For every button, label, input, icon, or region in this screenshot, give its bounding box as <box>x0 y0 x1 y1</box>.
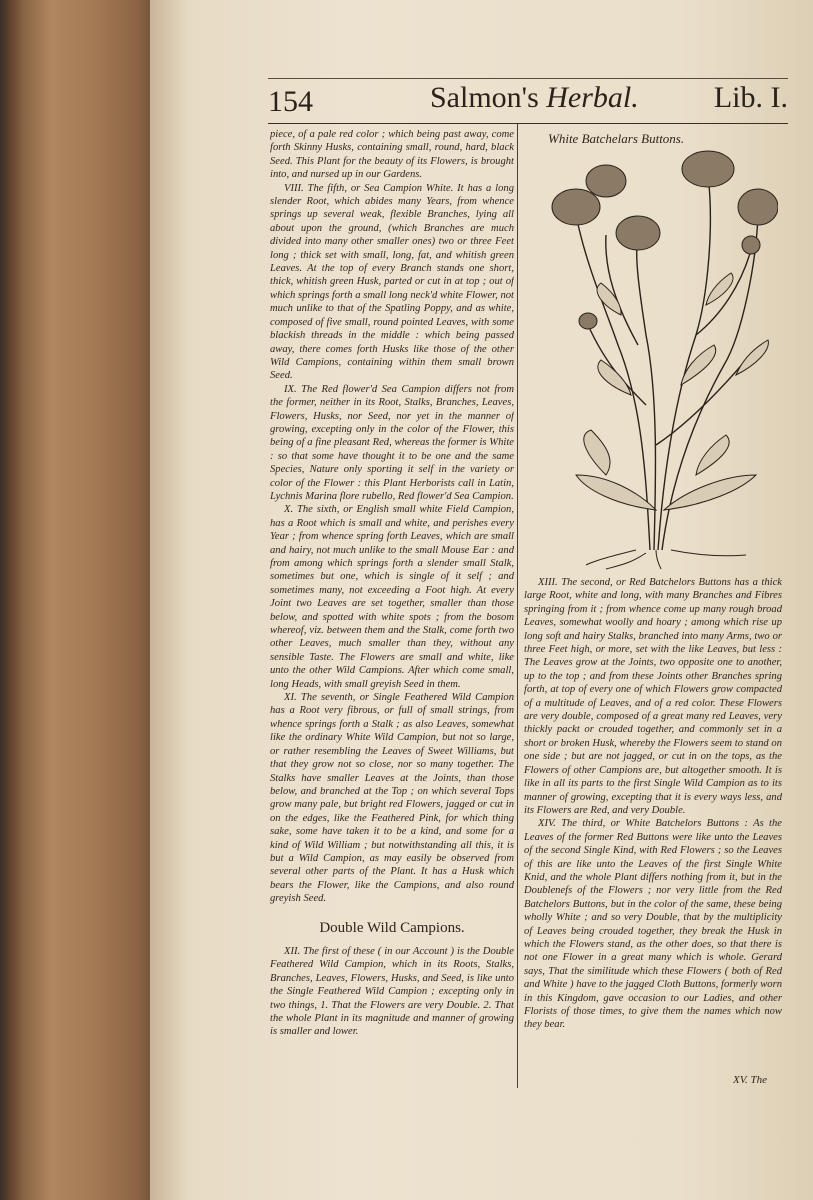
running-title-roman: Salmon's <box>430 81 539 114</box>
paragraph-x: X. The sixth, or English small white Field Campion, has a Root which is small and white, and perishes every Year ; from whence spring forth Leaves, which are small and hairy, not much unlike to the small Mouse Ear : and from among which springs forth a slender small Stalk, sometimes but one, which is single of it self ; and sometimes many, not exceeding a Foot high. At every Joint two Leaves are set together, smaller than those below, and spotted with white spots ; from the bosom whereof, viz. between them and the Stalk, come forth two other Leaves, much smaller than they, without any sensible Taste. The Flowers are small and white, like unto the other Wild Campions. After which come small, long Heads, with small greyish Seed in them. <box>270 504 514 690</box>
figure-caption: White Batchelars Buttons. <box>548 131 685 146</box>
running-title-italic: Herbal. <box>546 81 639 114</box>
catchword: XV. The <box>733 1074 768 1086</box>
paragraph-viii: VIII. The fifth, or Sea Campion White. It has a long slender Root, which abides many Years, from whence springs up several weak, flexible Branches, lying all about upon the ground, (which Branches are much divided into many other smaller ones) two or three Feet long ; thick set with small, long, fat, and whitish green Leaves. At the top of every Branch stands one short, thick, whitish green Husk, parted or cut in at top ; out of which springs forth a small long neck'd white Flower, not much unlike to that of the Spatling Poppy, and as white, composed of five small, round pointed Leaves, with some blackish threads in the middle : which being passed away, there comes forth Husks like those of the other Wild Campions, containing within them small brown Seed. <box>270 182 514 382</box>
page-number: 154 <box>268 85 313 118</box>
book-number: Lib. I. <box>713 81 788 114</box>
paragraph-xiii: XIII. The second, or Red Batchelors Buttons has a thick large Root, white and long, with many Branches and Fibres springing from it ; from whence come up many rough broad Leaves, somewhat woolly and hoary ; among which rise up long soft and hairy Stalks, branched into many Arms, two or three Feet high, or more, set with the like Leaves, but less : The Leaves grow at the Joints, two opposite one to another, up to the top ; and from these Joints other Branches spring forth, at top of every one of which Flowers grow compacted of a multitude of Leaves, and of a red color. These Flowers are very double, composed of a great many red Leaves, very thickly packt or crouded together, and commonly set in a short or broken Husk, whereby the Flowers seem to stand on one side ; but are not jagged, or cut in on the tops, as the Flowers of other Campions are, but altogether smooth. It is like in all its parts to the first Single Wild Campion as to its manner of growing, excepting that it is every ways less, and its Flowers are Red, and very Double. <box>524 577 782 816</box>
right-column <box>524 576 782 1076</box>
left-column <box>270 128 514 1068</box>
book-fore-edge <box>0 0 170 1200</box>
paragraph-ix: IX. The Red flower'd Sea Campion differs not from the former, neither in its Root, Stalks, Branches, Leaves, Flowers, Husks, nor Seed, nor yet in the manner of growing, excepting only in the color of the Flower, this being of a fine pleasant Red, whereas the former is White : so that some have thought it to be one and the same Species, Nature only sporting it self in the variety or color of the Flower : this Plant Herborists call in Latin, Lychnis Marina flore rubello, Red flower'd Sea Campion. <box>270 383 514 502</box>
paragraph-xii: XII. The first of these ( in our Account ) is the Double Feathered Wild Campion, which in its Roots, Stalks, Branches, Leaves, Flowers, Husks, and Seed, is like unto the Single Feathered Wild Campion ; excepting only in two things, 1. That the Flowers are very Double. 2. That the whole Plant in its magnitude and manner of growing is smaller and lower. <box>270 945 514 1038</box>
column-rule <box>517 124 518 1088</box>
section-heading: Double Wild Campions. <box>319 919 465 936</box>
paragraph: piece, of a pale red color ; which being past away, come forth Skinny Husks, containing small, round, hard, black Seed. This Plant for the beauty of its Flowers, is brought into, and nursed up in our Gardens. <box>270 129 514 181</box>
running-header <box>268 78 788 124</box>
paragraph-xi: XI. The seventh, or Single Feathered Wild Campion has a Root very fibrous, or full of small strings, from whence springs forth a Stalk ; as also Leaves, somewhat like the ordinary White Wild Campion, but not so large, or rather resembling the Leaves of Sweet Williams, but that they grow not so close, nor so many together. The Stalks have smaller Leaves at the Joints, than those below, and branched at the Top ; on which several Tops grow many pale, but bright red Flowers, jagged or cut in on the edges, like the Feathered Pink, for which thing sake, some have taken it to be a kind, and some for a kind of Wild William ; but notwithstanding all this, it is but a Wild Campion, as may easily be observed from several other parts of the Plant. It has a Husk which bears the Flower, like the Campions, and also round greyish Seed. <box>270 692 514 905</box>
running-title <box>430 81 639 115</box>
paragraph-xiv: XIV. The third, or White Batchelors Buttons : As the Leaves of the former Red Buttons were like unto the Leaves of the second Single Kind, with Red Flowers ; so the Leaves of this are like unto the Leaves of the first Single White Knid, and the whole Plant differs nothing from it, but in the Doublenefs of the Flowers ; nor very little from the Red Batchelors Buttons, but in the color of the same, these being wholly White ; and so very Double, that by the multiplicity of Leaves being crouded together, they break the Husk in which the Flowers stand, as the other does, so that there is not one Flower in a great many which is whole. Gerard says, That the similitude which these Flowers ( both of Red and White ) have to the jagged Cloth Buttons, formerly worn in this Kingdom, gave occasion to our Ladies, and other Florists of those times, to give them the names which now they bear. <box>524 818 782 1031</box>
plant-woodcut-illustration <box>546 145 778 570</box>
